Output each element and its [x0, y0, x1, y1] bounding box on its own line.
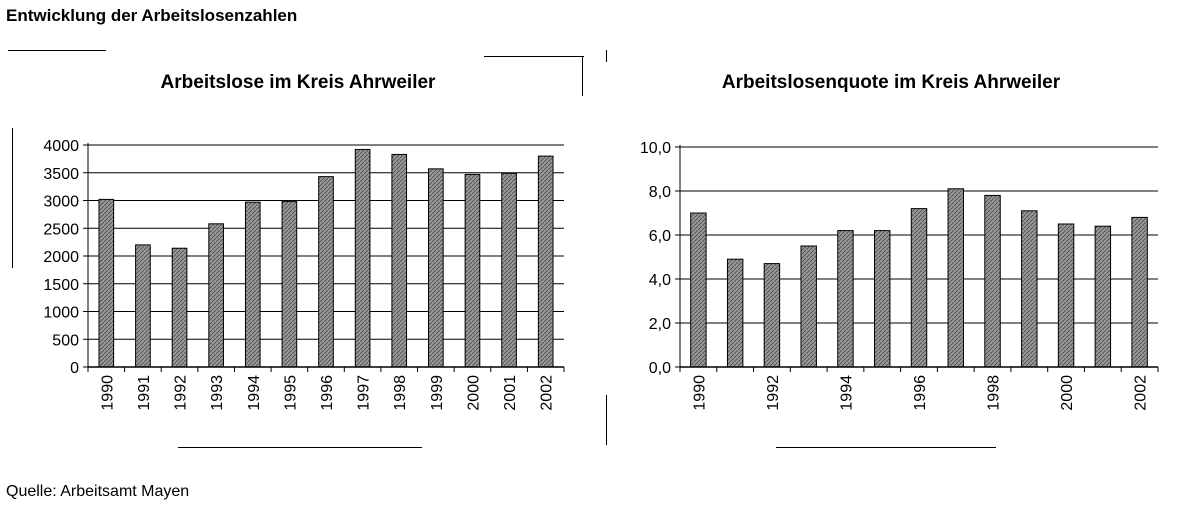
- y-tick-label: 3500: [43, 165, 79, 183]
- x-tick-label: 1993: [209, 375, 227, 411]
- bar: [319, 177, 334, 367]
- x-tick-label: 2000: [465, 375, 483, 411]
- chart-title-rate: Arbeitslosenquote im Kreis Ahrweiler: [721, 72, 1061, 93]
- x-tick-label: 2001: [502, 374, 520, 411]
- y-tick-label: 500: [52, 332, 79, 350]
- bar: [727, 259, 742, 367]
- bar: [136, 245, 151, 367]
- bar: [838, 231, 853, 367]
- y-tick-label: 0: [70, 360, 79, 377]
- chart-unemployed: [8, 50, 588, 450]
- x-tick-label: 1999: [428, 375, 446, 411]
- chart-panel-rate: [606, 50, 1176, 450]
- bar: [245, 202, 260, 367]
- x-tick-label: 1994: [245, 375, 263, 411]
- y-tick-label: 2,0: [648, 316, 671, 333]
- x-tick-label: 1990: [99, 375, 117, 411]
- bar: [282, 202, 297, 367]
- y-tick-label: 4,0: [648, 272, 671, 289]
- x-tick-label: 1995: [282, 375, 300, 411]
- x-tick-label: 1997: [355, 375, 373, 411]
- x-tick-label: 1992: [172, 375, 190, 411]
- chart-rate: [606, 50, 1176, 450]
- y-tick-label: 10,0: [639, 140, 671, 157]
- bar: [875, 231, 890, 367]
- source-note: Quelle: Arbeitsamt Mayen: [6, 483, 190, 500]
- y-tick-label: 6,0: [648, 228, 671, 245]
- bar: [985, 195, 1000, 367]
- x-tick-label: 1991: [135, 375, 153, 411]
- y-tick-label: 1500: [43, 276, 79, 294]
- bar: [209, 224, 224, 367]
- y-tick-label: 2000: [43, 249, 79, 266]
- bar: [948, 189, 963, 367]
- bar: [764, 264, 779, 367]
- x-tick-label: 1990: [691, 375, 709, 411]
- y-tick-label: 3000: [43, 193, 79, 211]
- bar: [502, 173, 517, 367]
- bar: [172, 248, 187, 367]
- y-tick-label: 1000: [43, 304, 79, 322]
- x-tick-label: 1992: [764, 375, 782, 411]
- x-tick-label: 1994: [838, 375, 856, 411]
- y-tick-label: 4000: [43, 138, 79, 155]
- bar: [465, 174, 480, 367]
- y-tick-label: 0,0: [648, 360, 671, 377]
- y-tick-label: 8,0: [648, 184, 671, 201]
- bar: [1095, 226, 1110, 367]
- x-tick-label: 1998: [392, 375, 410, 411]
- x-tick-label: 2002: [1132, 375, 1150, 411]
- bar: [429, 169, 444, 367]
- x-tick-label: 1996: [319, 375, 336, 411]
- y-tick-label: 2500: [43, 221, 79, 239]
- bar: [911, 209, 926, 367]
- x-tick-label: 2000: [1059, 375, 1077, 411]
- bar: [392, 154, 407, 367]
- bar: [1058, 224, 1073, 367]
- bar: [99, 199, 114, 367]
- bar: [1132, 217, 1147, 367]
- bar: [691, 213, 706, 367]
- chart-panel-unemployed: [8, 50, 588, 450]
- bar: [801, 246, 816, 367]
- x-tick-label: 1996: [912, 375, 929, 411]
- x-tick-label: 1998: [985, 375, 1003, 411]
- bar: [538, 156, 553, 367]
- x-tick-label: 2002: [538, 375, 556, 411]
- page-title: Entwicklung der Arbeitslosenzahlen: [6, 6, 298, 25]
- chart-title-unemployed: Arbeitslose im Kreis Ahrweiler: [160, 72, 436, 93]
- bar: [1022, 211, 1037, 367]
- bar: [355, 149, 370, 367]
